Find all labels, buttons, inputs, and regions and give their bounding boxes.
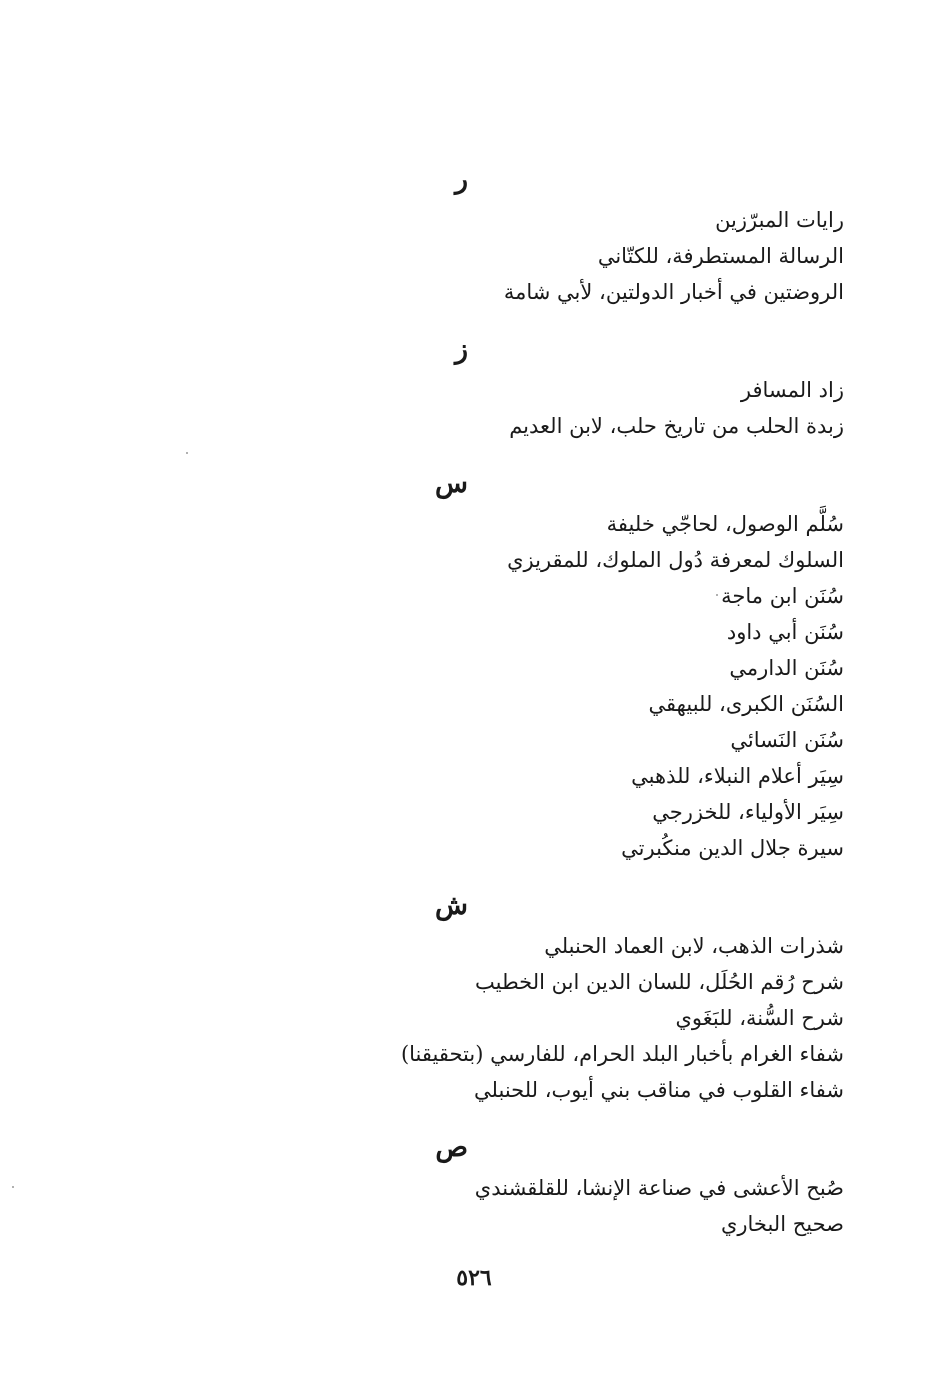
- section-sad: [324, 1128, 844, 1242]
- section-sin: [324, 464, 844, 866]
- scan-speck: [12, 1186, 14, 1188]
- index-entry: الرسالة المستطرفة، للكتّاني: [597, 244, 844, 268]
- index-entry: سُنَن الدارمي: [729, 656, 844, 680]
- index-list: [324, 160, 844, 1242]
- index-entry: شرح السُّنة، للبَغَوي: [675, 1006, 844, 1030]
- index-entry: شفاء الغرام بأخبار البلد الحرام، للفارسي (بتحقيقنا): [400, 1042, 844, 1066]
- index-entry: صحيح البخاري: [720, 1212, 844, 1236]
- index-entry: سُنَن ابن ماجة: [721, 584, 844, 608]
- index-entry: شرح رُقم الحُلَل، للسان الدين ابن الخطيب: [475, 970, 844, 994]
- index-entry: سُلَّم الوصول، لحاجّي خليفة: [606, 512, 844, 536]
- index-entry: سيرة جلال الدين منكُبرتي: [621, 836, 844, 860]
- index-entry: سُنَن النَسائي: [730, 728, 844, 752]
- index-entry: شفاء القلوب في مناقب بني أيوب، للحنبلي: [474, 1078, 844, 1102]
- index-entry: سِيَر أعلام النبلاء، للذهبي: [631, 764, 844, 788]
- page-number: ٥٢٦: [456, 1265, 492, 1291]
- index-entry: رايات المبرّزين: [715, 208, 844, 232]
- section-letter: ش: [435, 890, 468, 921]
- index-entry: سِيَر الأولياء، للخزرجي: [652, 800, 844, 824]
- section-ra: [324, 160, 844, 310]
- index-entry: السلوك لمعرفة دُول الملوك، للمقريزي: [507, 548, 844, 572]
- scan-speck: [186, 452, 188, 454]
- section-letter: ز: [454, 334, 468, 365]
- index-entry: زاد المسافر: [740, 378, 844, 402]
- index-entry: زبدة الحلب من تاريخ حلب، لابن العديم: [509, 414, 844, 438]
- section-letter: ص: [435, 1132, 468, 1163]
- index-entry: الروضتين في أخبار الدولتين، لأبي شامة: [503, 280, 844, 304]
- section-zay: [324, 330, 844, 444]
- section-letter: س: [435, 468, 468, 499]
- section-letter: ر: [454, 164, 468, 195]
- index-entry: السُنَن الكبرى، للبيهقي: [648, 692, 844, 716]
- index-entry: شذرات الذهب، لابن العماد الحنبلي: [544, 934, 844, 958]
- section-shin: [324, 886, 844, 1108]
- scan-speck: [716, 594, 718, 596]
- index-entry: صُبح الأعشى في صناعة الإنشا، للقلقشندي: [474, 1176, 844, 1200]
- index-entry: سُنَن أبي داود: [726, 620, 844, 644]
